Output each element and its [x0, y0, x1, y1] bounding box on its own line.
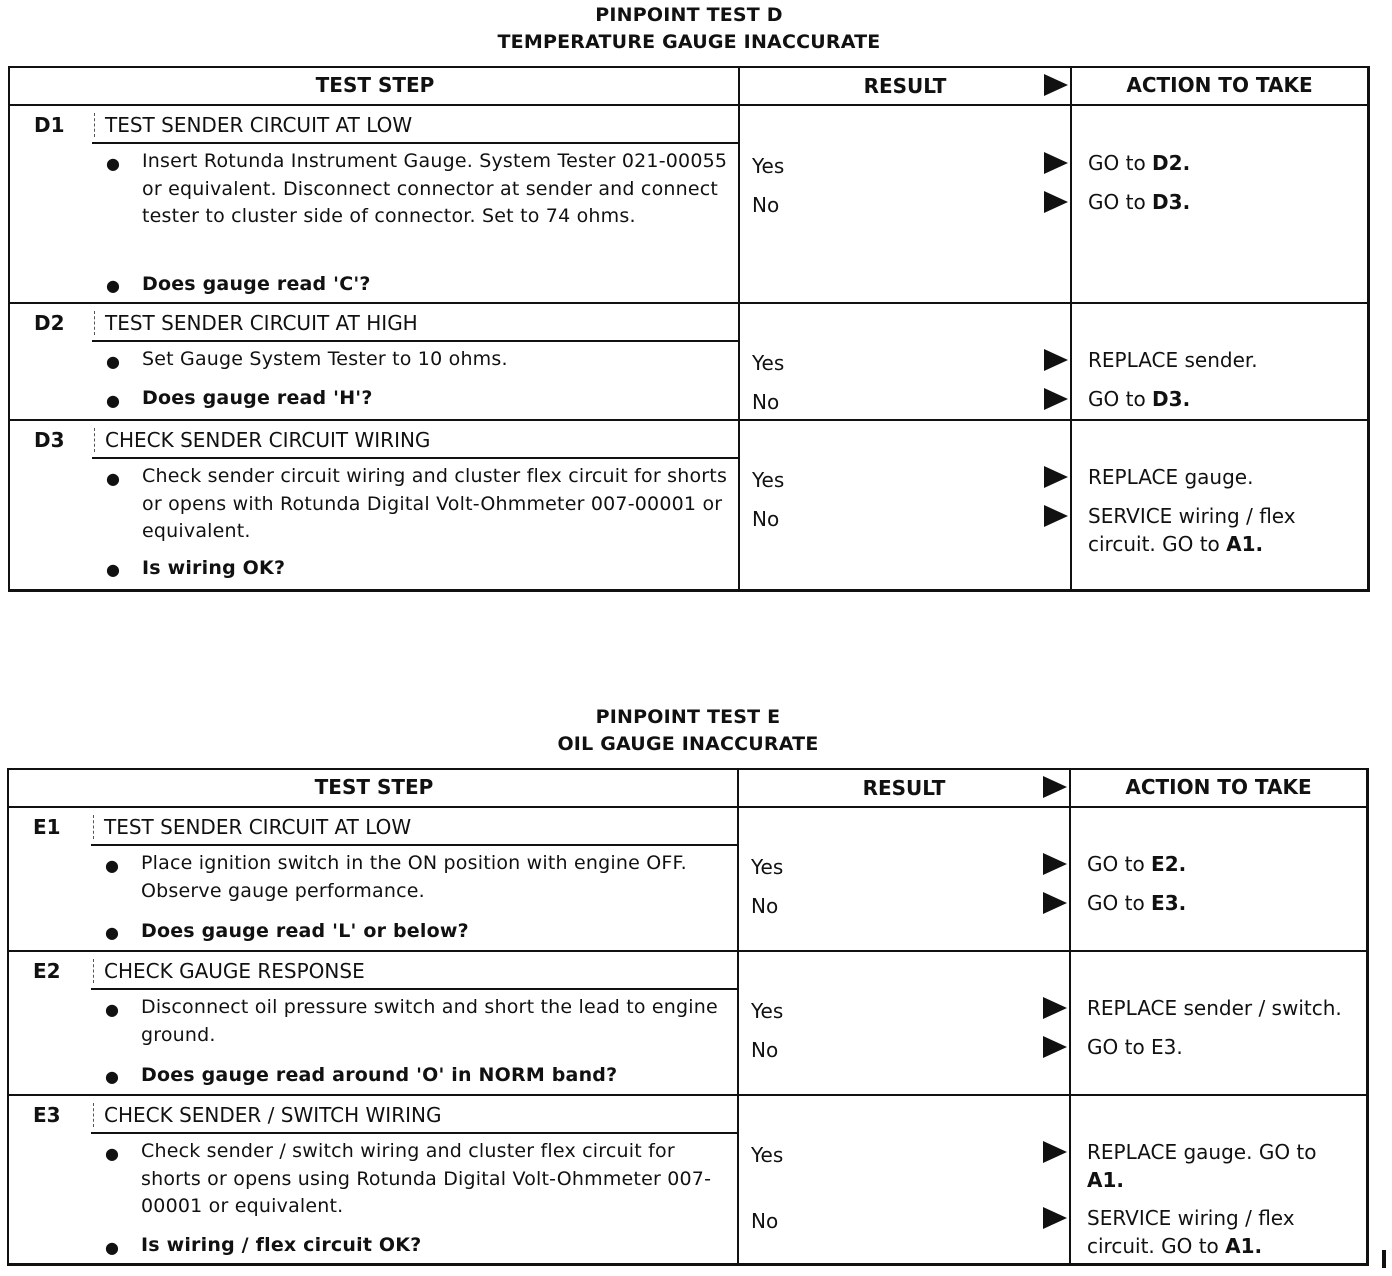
step-id: D2 [34, 311, 65, 335]
header-test-step: TEST STEP [314, 775, 434, 799]
arrow-icon [1043, 853, 1067, 875]
bullet-icon: ● [105, 1067, 119, 1086]
bullet-icon: ● [106, 560, 120, 579]
bullet-icon: ● [106, 391, 120, 410]
result-yes: Yes [751, 1143, 784, 1167]
arrow-icon [1043, 892, 1067, 914]
result-yes: Yes [751, 999, 784, 1023]
bullet-icon: ● [105, 923, 119, 942]
pinpoint-test-e [7, 704, 1369, 1266]
step-title: CHECK SENDER CIRCUIT WIRING [94, 428, 430, 452]
step-title: TEST SENDER CIRCUIT AT HIGH [94, 311, 418, 335]
header-result: RESULT [863, 74, 947, 98]
action-yes: REPLACE gauge. GO to A1. [1087, 1140, 1317, 1192]
table-header [9, 770, 1366, 808]
step-question: Does gauge read 'H'? [142, 387, 373, 409]
action-yes: GO to D2. [1088, 151, 1191, 175]
step-row-d1 [10, 106, 1367, 304]
bullet-icon: ● [105, 1000, 119, 1019]
bullet-icon: ● [106, 276, 120, 295]
arrow-icon [1043, 1207, 1067, 1229]
result-no: No [752, 390, 780, 414]
test-title: PINPOINT TEST E [595, 706, 781, 728]
step-title: TEST SENDER CIRCUIT AT LOW [94, 113, 412, 137]
result-yes: Yes [752, 351, 785, 375]
step-id: D1 [34, 113, 65, 137]
bullet-icon: ● [106, 469, 120, 488]
action-no: GO to D3. [1088, 190, 1191, 214]
result-yes: Yes [752, 154, 785, 178]
result-no: No [751, 1038, 779, 1062]
step-id: E1 [33, 815, 61, 839]
step-row-d3 [10, 421, 1367, 589]
step-title: CHECK SENDER / SWITCH WIRING [93, 1103, 441, 1127]
bullet-icon: ● [105, 1144, 119, 1163]
result-no: No [752, 507, 780, 531]
arrow-icon [1043, 1141, 1067, 1163]
step-instruction: Place ignition switch in the ON position with engine OFF. Observe gauge performance. [141, 852, 687, 902]
header-result: RESULT [862, 776, 946, 800]
bullet-icon: ● [106, 154, 120, 173]
action-yes: REPLACE sender / switch. [1087, 996, 1342, 1020]
step-question: Is wiring / flex circuit OK? [141, 1234, 422, 1256]
step-id: E3 [33, 1103, 61, 1127]
test-table [7, 768, 1369, 1266]
step-question: Does gauge read around 'O' in NORM band? [141, 1064, 618, 1086]
action-no: SERVICE wiring / flex circuit. GO to A1. [1088, 504, 1296, 556]
step-row-d2 [10, 304, 1367, 421]
action-yes: GO to E2. [1087, 852, 1187, 876]
bullet-icon: ● [106, 352, 120, 371]
pinpoint-test-d [8, 2, 1370, 592]
step-instruction: Check sender circuit wiring and cluster flex circuit for shorts or opens with Rotunda Digital Volt-Ohmmeter 007-00001 or equivalent. [142, 465, 728, 542]
test-title: PINPOINT TEST D [595, 4, 783, 26]
table-header [10, 68, 1367, 106]
step-instruction: Insert Rotunda Instrument Gauge. System Tester 021-00055 or equivalent. Disconnect connector at sender and connect tester to cluster side of connector. Set to 74 ohms. [142, 150, 728, 227]
step-question: Does gauge read 'L' or below? [141, 920, 469, 942]
result-no: No [751, 894, 779, 918]
arrow-icon [1044, 152, 1068, 174]
margin-mark [1382, 1250, 1386, 1268]
arrow-icon [1044, 74, 1068, 96]
action-no: GO to E3. [1087, 891, 1187, 915]
action-no: GO to E3. [1087, 1035, 1183, 1059]
result-no: No [751, 1209, 779, 1233]
step-title: CHECK GAUGE RESPONSE [93, 959, 365, 983]
step-instruction: Disconnect oil pressure switch and short the lead to engine ground. [141, 996, 718, 1046]
step-id: D3 [34, 428, 65, 452]
action-no: SERVICE wiring / flex circuit. GO to A1. [1087, 1206, 1295, 1258]
step-row-e3 [9, 1096, 1366, 1266]
step-question: Does gauge read 'C'? [142, 273, 371, 295]
arrow-icon [1044, 505, 1068, 527]
test-table [8, 66, 1370, 592]
step-title: TEST SENDER CIRCUIT AT LOW [93, 815, 411, 839]
test-subtitle: TEMPERATURE GAUGE INACCURATE [497, 31, 881, 53]
step-row-e1 [9, 808, 1366, 952]
result-yes: Yes [751, 855, 784, 879]
bullet-icon: ● [105, 856, 119, 875]
test-subtitle: OIL GAUGE INACCURATE [557, 733, 819, 755]
bullet-icon: ● [105, 1238, 119, 1257]
step-id: E2 [33, 959, 61, 983]
arrow-icon [1043, 1036, 1067, 1058]
arrow-icon [1043, 997, 1067, 1019]
step-question: Is wiring OK? [142, 557, 286, 579]
step-row-e2 [9, 952, 1366, 1096]
step-instruction: Check sender / switch wiring and cluster flex circuit for shorts or opens using Rotunda Digital Volt-Ohmmeter 007-00001 or equivalent. [141, 1140, 712, 1217]
step-instruction: Set Gauge System Tester to 10 ohms. [142, 348, 508, 370]
arrow-icon [1044, 349, 1068, 371]
action-yes: REPLACE sender. [1088, 348, 1258, 372]
arrow-icon [1043, 776, 1067, 798]
arrow-icon [1044, 191, 1068, 213]
result-no: No [752, 193, 780, 217]
arrow-icon [1044, 466, 1068, 488]
action-yes: REPLACE gauge. [1088, 465, 1254, 489]
action-no: GO to D3. [1088, 387, 1191, 411]
header-action: ACTION TO TAKE [1126, 73, 1313, 97]
header-test-step: TEST STEP [315, 73, 435, 97]
header-action: ACTION TO TAKE [1125, 775, 1312, 799]
result-yes: Yes [752, 468, 785, 492]
arrow-icon [1044, 388, 1068, 410]
